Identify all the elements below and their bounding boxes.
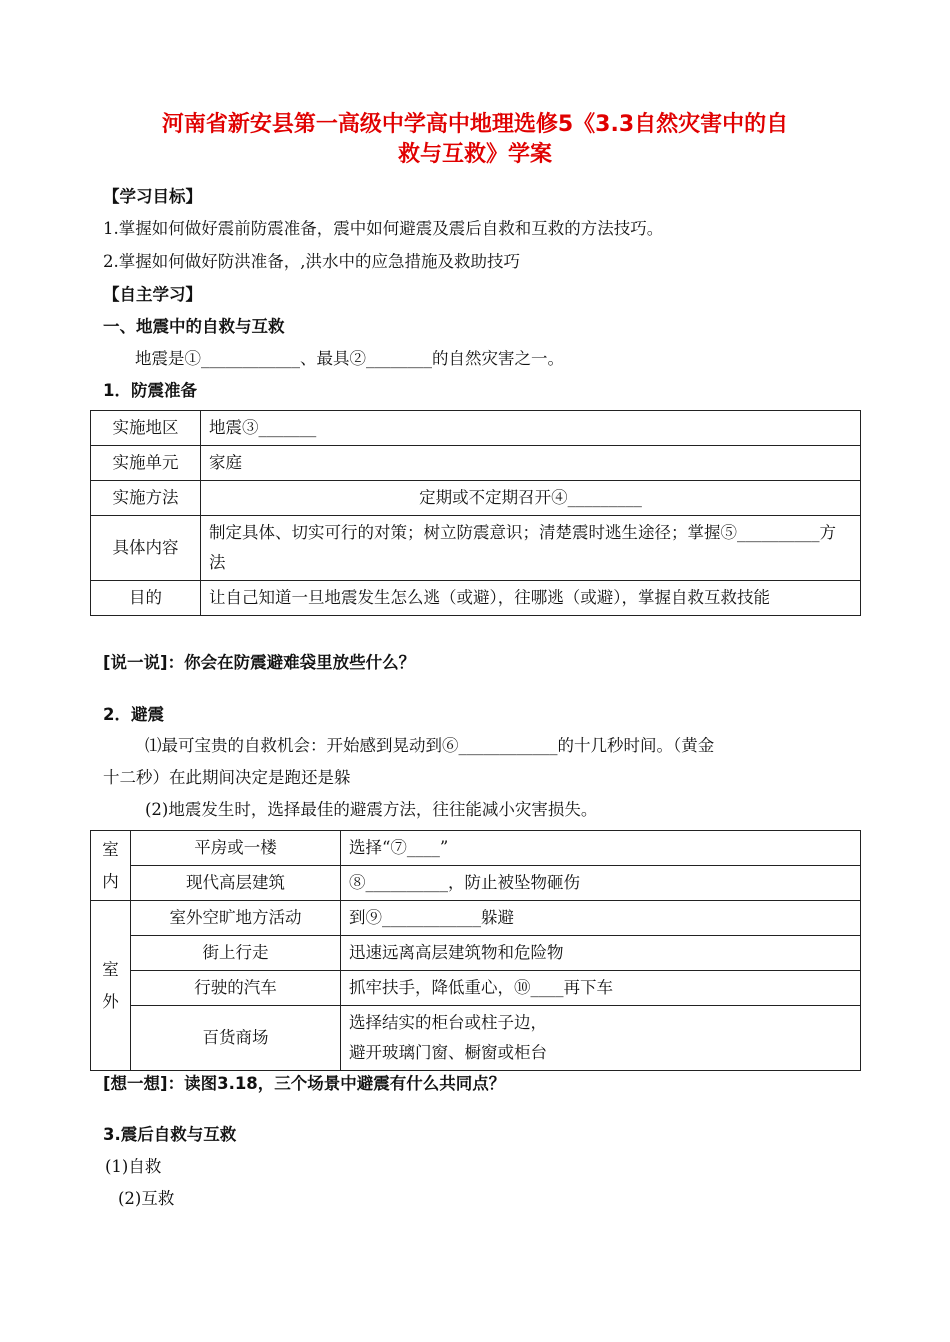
after-item-2: (2)互救 [118, 1189, 175, 1208]
avoid-place: 百货商场 [131, 1006, 341, 1071]
avoid-place: 现代高层建筑 [131, 866, 341, 901]
avoid-place: 行驶的汽车 [131, 971, 341, 1006]
avoid-method-line-1: 选择结实的柜台或柱子边， [349, 1013, 547, 1032]
objective-2: 2.掌握如何做好防洪准备，,洪水中的应急措施及救助技巧 [103, 252, 520, 271]
prep-content: 地震③_______ [201, 411, 861, 446]
table-row [91, 481, 861, 516]
table-row [91, 516, 861, 581]
table-row [91, 1006, 861, 1071]
table-row [91, 971, 861, 1006]
prep-content: 制定具体、切实可行的对策；树立防震意识；清楚震时逃生途径；掌握⑤__________方法 [201, 516, 861, 581]
after-heading: 3.震后自救与互救 [103, 1125, 237, 1144]
prep-content: 让自己知道一旦地震发生怎么逃（或避），往哪逃（或避），掌握自救互救技能 [201, 581, 861, 616]
table-row [91, 446, 861, 481]
avoid-method: 迅速远离高层建筑物和危险物 [341, 936, 861, 971]
section-earthquake-heading: 一、地震中的自救与互救 [103, 317, 285, 336]
table-row [91, 936, 861, 971]
indoor-label: 室内 [91, 831, 131, 901]
avoid-table [90, 830, 861, 1071]
outdoor-label: 室外 [91, 901, 131, 1071]
avoid-place: 平房或一楼 [131, 831, 341, 866]
table-row [91, 581, 861, 616]
avoid-method: 选择“⑦____” [341, 831, 861, 866]
objective-1: 1.掌握如何做好震前防震准备，震中如何避震及震后自救和互救的方法技巧。 [103, 219, 664, 238]
avoid-method-line-2: 避开玻璃门窗、橱窗或柜台 [349, 1043, 547, 1062]
avoid-paragraph-1b: 十二秒）在此期间决定是跑还是躲 [103, 768, 351, 787]
prep-table [90, 410, 861, 616]
avoid-paragraph-2: (2)地震发生时，选择最佳的避震方法，往往能减小灾害损失。 [145, 800, 598, 819]
prep-label: 实施方法 [91, 481, 201, 516]
avoid-place: 室外空旷地方活动 [131, 901, 341, 936]
think-prompt: [想一想]：读图3.18，三个场景中避震有什么共同点？ [103, 1074, 506, 1093]
objectives-heading: 【学习目标】 [103, 187, 202, 206]
avoid-paragraph-1a: ⑴最可宝贵的自救机会：开始感到晃动到⑥____________的十几秒时间。（黄金 [145, 736, 715, 755]
avoid-place: 街上行走 [131, 936, 341, 971]
avoid-method: 到⑨____________躲避 [341, 901, 861, 936]
document-title [95, 110, 855, 170]
prep-label: 目的 [91, 581, 201, 616]
title-line-1: 河南省新安县第一高级中学高中地理选修5《3.3自然灾害中的自 [161, 112, 789, 137]
say-prompt: [说一说]：你会在防震避难袋里放些什么？ [103, 653, 416, 672]
self-study-heading: 【自主学习】 [103, 285, 202, 304]
prep-label: 具体内容 [91, 516, 201, 581]
title-line-2: 救与互救》学案 [397, 142, 552, 167]
earthquake-intro: 地震是①____________、最具②________的自然灾害之一。 [135, 349, 564, 368]
avoid-heading: 2．避震 [103, 705, 164, 724]
table-row [91, 866, 861, 901]
after-item-1: (1)自救 [105, 1157, 162, 1176]
avoid-method-multi [341, 1006, 861, 1071]
prep-label: 实施地区 [91, 411, 201, 446]
prep-content: 定期或不定期召开④_________ [201, 481, 861, 516]
prep-content: 家庭 [201, 446, 861, 481]
table-row [91, 831, 861, 866]
avoid-method: ⑧__________，防止被坠物砸伤 [341, 866, 861, 901]
table-row [91, 901, 861, 936]
prep-label: 实施单元 [91, 446, 201, 481]
avoid-method: 抓牢扶手，降低重心，⑩____再下车 [341, 971, 861, 1006]
prep-heading: 1．防震准备 [103, 381, 197, 400]
table-row [91, 411, 861, 446]
